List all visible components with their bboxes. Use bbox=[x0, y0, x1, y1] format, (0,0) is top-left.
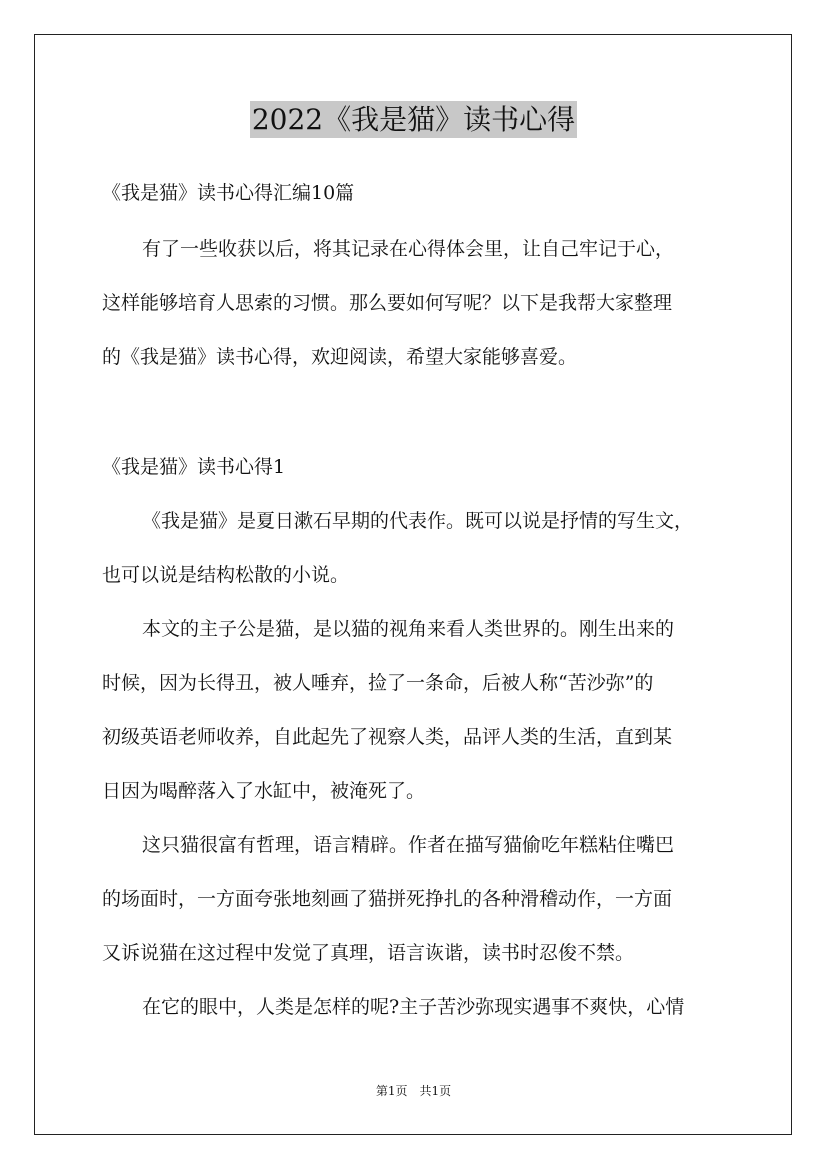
body-line-9: 又诉说猫在这过程中发觉了真理，语言诙谐，读书时忍俊不禁。 bbox=[102, 942, 635, 964]
body-line-6: 日因为喝醉落入了水缸中，被淹死了。 bbox=[102, 780, 426, 802]
body-line-1: 《我是猫》是夏日漱石早期的代表作。既可以说是抒情的写生文， bbox=[142, 510, 694, 532]
body-line-4: 时候，因为长得丑，被人唾弃，捡了一条命，后被人称“苦沙弥”的 bbox=[102, 672, 654, 694]
intro-line-1: 有了一些收获以后，将其记录在心得体会里，让自己牢记于心， bbox=[142, 238, 675, 260]
document-title-block bbox=[0, 100, 827, 140]
body-line-8: 的场面时，一方面夸张地刻画了猫拼死挣扎的各种滑稽动作，一方面 bbox=[102, 888, 673, 910]
body-line-10: 在它的眼中，人类是怎样的呢?主子苦沙弥现实遇事不爽快，心情 bbox=[142, 996, 685, 1018]
body-line-3: 本文的主子公是猫，是以猫的视角来看人类世界的。刚生出来的 bbox=[142, 618, 675, 640]
intro-line-2: 这样能够培育人思索的习惯。那么要如何写呢？以下是我帮大家整理 bbox=[102, 292, 673, 314]
body-line-7: 这只猫很富有哲理，语言精辟。作者在描写猫偷吃年糕粘住嘴巴 bbox=[142, 834, 675, 856]
body-line-5: 初级英语老师收养，自此起先了视察人类，品评人类的生活，直到某 bbox=[102, 726, 673, 748]
document-title: 2022《我是猫》读书心得 bbox=[251, 103, 576, 136]
section-heading: 《我是猫》读书心得1 bbox=[102, 456, 286, 478]
page-number-footer: 第1页 共1页 bbox=[375, 1084, 452, 1098]
intro-line-3: 的《我是猫》读书心得，欢迎阅读，希望大家能够喜爱。 bbox=[102, 346, 578, 368]
body-line-2: 也可以说是结构松散的小说。 bbox=[102, 564, 350, 586]
document-subtitle: 《我是猫》读书心得汇编10篇 bbox=[102, 182, 355, 204]
